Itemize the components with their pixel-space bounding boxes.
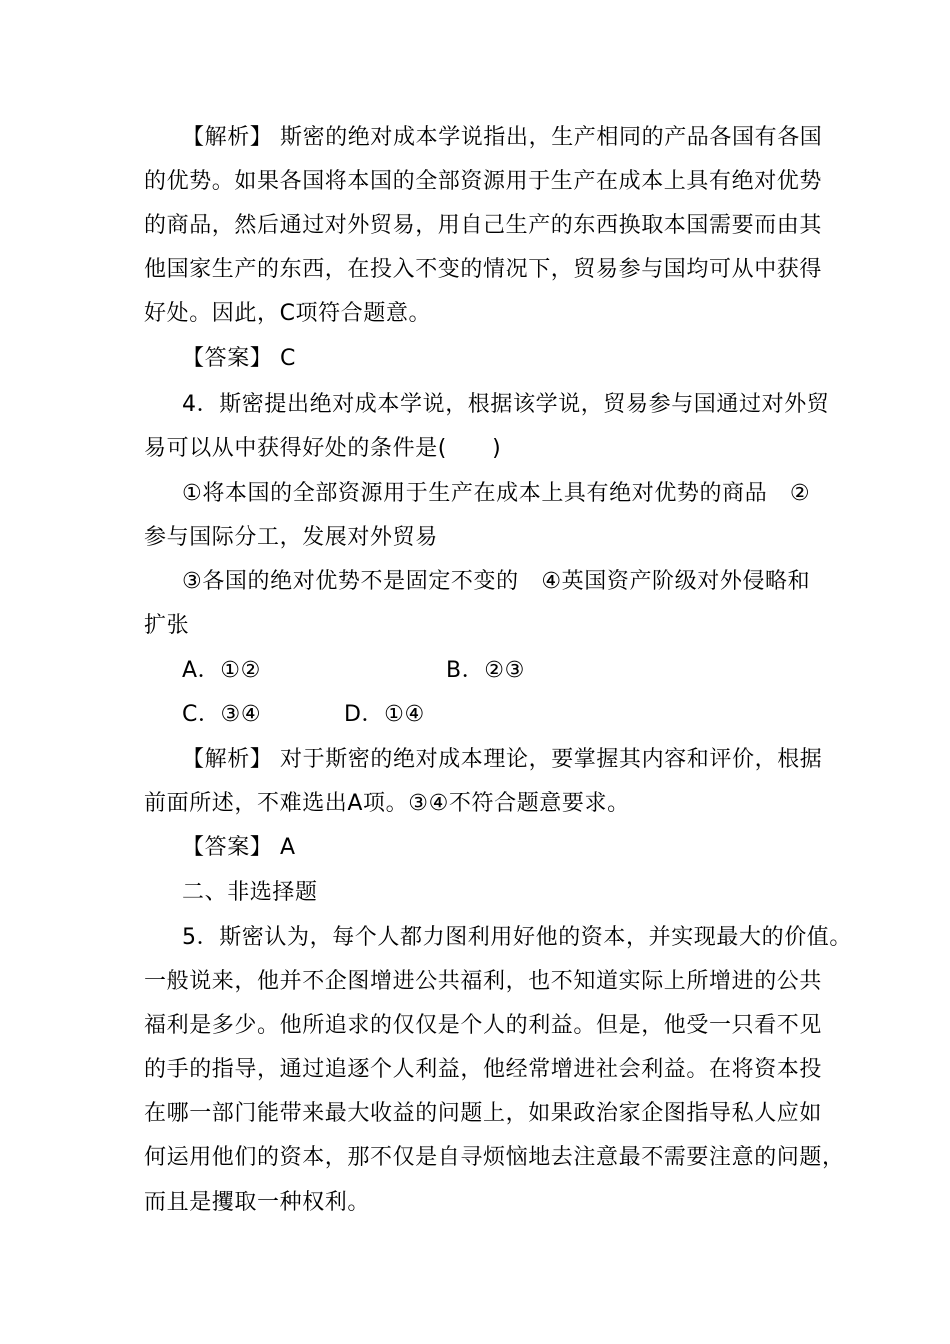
question-5-line-3: 福利是多少。他所追求的仅仅是个人的利益。但是，他受一只看不见	[144, 1013, 823, 1038]
analysis-3-line-5: 好处。因此，C项符合题意。	[144, 301, 432, 326]
analysis-3-line-3: 的商品，然后通过对外贸易，用自己生产的东西换取本国需要而由其	[144, 213, 823, 238]
analysis-4-line-1: 【解析】 对于斯密的绝对成本理论，要掌握其内容和评价，根据	[182, 747, 823, 772]
analysis-3-line-2: 的优势。如果各国将本国的全部资源用于生产在成本上具有绝对优势	[144, 169, 823, 194]
statement-3-4: ③各国的绝对优势不是固定不变的 ④英国资产阶级对外侵略和	[182, 569, 811, 594]
question-5-line-2: 一般说来，他并不企图增进公共福利，也不知道实际上所增进的公共	[144, 969, 823, 994]
question-4-line-2: 易可以从中获得好处的条件是( )	[144, 436, 502, 461]
option-b: B．②③	[446, 658, 525, 683]
statement-4-cont: 扩张	[144, 613, 190, 638]
question-4-line-1: 4．斯密提出绝对成本学说，根据该学说，贸易参与国通过对外贸	[182, 392, 830, 417]
analysis-4-line-2: 前面所述，不难选出A项。③④不符合题意要求。	[144, 791, 630, 816]
statement-2-cont: 参与国际分工，发展对外贸易	[144, 525, 438, 550]
option-a: A．①②	[182, 658, 261, 683]
option-c: C．③④	[182, 702, 262, 727]
question-5-line-7: 而且是攫取一种权利。	[144, 1190, 371, 1215]
question-5-line-5: 在哪一部门能带来最大收益的问题上，如果政治家企图指导私人应如	[144, 1101, 823, 1126]
statement-1: ①将本国的全部资源用于生产在成本上具有绝对优势的商品 ②	[182, 481, 811, 506]
answer-3: 【答案】 C	[182, 346, 296, 371]
option-d: D．①④	[344, 702, 425, 727]
question-5-line-1: 5．斯密认为，每个人都力图利用好他的资本，并实现最大的价值。	[182, 925, 852, 950]
question-5-line-4: 的手的指导，通过追逐个人利益，他经常增进社会利益。在将资本投	[144, 1057, 823, 1082]
section-heading: 二、非选择题	[182, 880, 318, 905]
answer-4: 【答案】 A	[182, 835, 296, 860]
question-5-line-6: 何运用他们的资本，那不仅是自寻烦恼地去注意最不需要注意的问题，	[144, 1145, 845, 1170]
analysis-3-line-4: 他国家生产的东西，在投入不变的情况下，贸易参与国均可从中获得	[144, 257, 823, 282]
analysis-3-line-1: 【解析】 斯密的绝对成本学说指出，生产相同的产品各国有各国	[182, 125, 823, 150]
